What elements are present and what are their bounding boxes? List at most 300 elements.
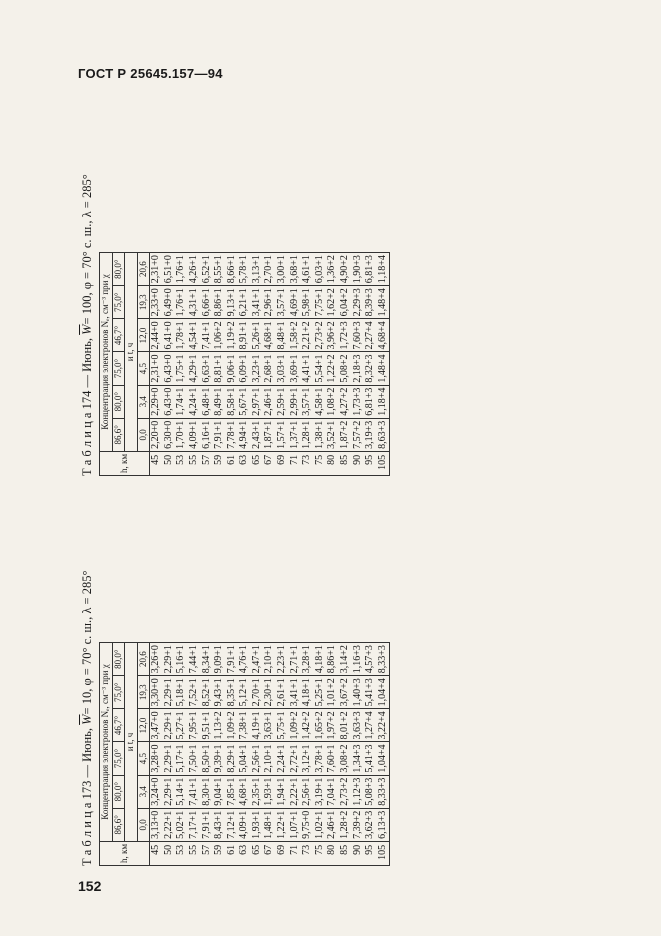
value-cell: 9,51+1 — [201, 709, 214, 742]
value-cell: 9,75+0 — [301, 808, 314, 841]
value-cell: 1,22+2 — [326, 352, 339, 385]
value-cell: 5,12+1 — [238, 676, 251, 709]
value-cell: 3,67+2 — [339, 676, 352, 709]
value-cell: 1,93+1 — [251, 808, 264, 841]
value-cell: 9,13+1 — [226, 286, 239, 319]
table-row — [301, 253, 314, 476]
value-cell: 5,08+3 — [364, 775, 377, 808]
value-cell: 2,43+1 — [251, 418, 264, 451]
value-cell: 1,19+2 — [226, 319, 239, 352]
value-cell: 5,18+1 — [175, 676, 188, 709]
value-cell: 3,23+1 — [251, 352, 264, 385]
table-row — [175, 643, 188, 866]
table-173 — [99, 642, 390, 866]
height-cell: 59 — [213, 841, 226, 865]
value-cell: 1,74+1 — [175, 385, 188, 418]
value-cell: 1,09+2 — [289, 709, 302, 742]
chi-header: 75,0° — [112, 742, 125, 775]
height-cell: 80 — [326, 451, 339, 475]
value-cell: 1,38+1 — [314, 418, 327, 451]
value-cell: 7,17+1 — [188, 808, 201, 841]
value-cell: 2,27+4 — [364, 319, 377, 352]
value-cell: 1,70+1 — [175, 418, 188, 451]
value-cell: 3,28+1 — [301, 643, 314, 676]
value-cell: 4,26+1 — [188, 253, 201, 286]
value-cell: 1,09+2 — [226, 709, 239, 742]
value-cell: 8,29+1 — [226, 742, 239, 775]
value-cell: 2,46+1 — [326, 808, 339, 841]
value-cell: 2,30+1 — [263, 676, 276, 709]
value-cell: 1,27+4 — [364, 709, 377, 742]
value-cell: 2,10+1 — [263, 742, 276, 775]
table-row — [251, 253, 264, 476]
value-cell: 6,03+1 — [314, 253, 327, 286]
value-cell: 6,48+1 — [201, 385, 214, 418]
group-header: Концентрация электронов Nₑ, см⁻³ при χ — [100, 253, 113, 452]
value-cell: 1,18+4 — [377, 253, 390, 286]
caption-suffix: = 10, φ = 70° с. ш., λ = 285° — [80, 570, 94, 715]
table-row — [377, 253, 390, 476]
table-row — [276, 253, 289, 476]
value-cell: 5,41+3 — [364, 742, 377, 775]
table-174 — [99, 252, 390, 476]
height-cell: 75 — [314, 451, 327, 475]
value-cell: 3,24+0 — [150, 775, 163, 808]
value-cell: 3,00+1 — [276, 253, 289, 286]
value-cell: 3,19+3 — [364, 418, 377, 451]
value-cell: 7,57+2 — [352, 418, 365, 451]
value-cell: 8,35+1 — [226, 676, 239, 709]
value-cell: 1,48+4 — [377, 352, 390, 385]
height-cell: 45 — [150, 841, 163, 865]
table-row — [352, 643, 365, 866]
value-cell: 7,91+1 — [201, 808, 214, 841]
value-cell: 6,51+0 — [163, 253, 176, 286]
value-cell: 1,42+2 — [301, 709, 314, 742]
value-cell: 1,13+2 — [213, 709, 226, 742]
value-cell: 8,39+3 — [364, 286, 377, 319]
table-row — [339, 253, 352, 476]
height-cell: 65 — [251, 451, 264, 475]
table-row — [188, 643, 201, 866]
value-cell: 4,76+1 — [238, 643, 251, 676]
table-row — [163, 253, 176, 476]
value-cell: 2,56+1 — [301, 775, 314, 808]
table-row — [163, 643, 176, 866]
height-cell: 50 — [163, 451, 176, 475]
value-cell: 9,39+1 — [213, 742, 226, 775]
value-cell: 2,31+0 — [150, 352, 163, 385]
height-cell: 59 — [213, 451, 226, 475]
value-cell: 5,98+1 — [301, 286, 314, 319]
chi-header: 86,6° — [112, 808, 125, 841]
value-cell: 2,61+1 — [276, 676, 289, 709]
chi-header: 46,7° — [112, 709, 125, 742]
table-row — [213, 253, 226, 476]
height-cell: 57 — [201, 841, 214, 865]
value-cell: 3,41+1 — [251, 286, 264, 319]
value-cell: 1,07+1 — [289, 808, 302, 841]
value-cell: 1,28+2 — [339, 808, 352, 841]
height-cell: 95 — [364, 451, 377, 475]
value-cell: 4,94+1 — [238, 418, 251, 451]
height-cell: 67 — [263, 451, 276, 475]
chi-header: 80,0° — [112, 643, 125, 676]
value-cell: 8,30+1 — [201, 775, 214, 808]
table-row — [251, 643, 264, 866]
value-cell: 7,52+1 — [188, 676, 201, 709]
value-cell: 3,13+0 — [150, 808, 163, 841]
t-value-header: 19,3 — [137, 286, 150, 319]
height-cell: 55 — [188, 451, 201, 475]
table-row — [314, 253, 327, 476]
table-row — [150, 253, 163, 476]
height-cell: 80 — [326, 841, 339, 865]
value-cell: 1,40+3 — [352, 676, 365, 709]
t-value-header: 20,6 — [137, 643, 150, 676]
chi-header: 75,0° — [112, 676, 125, 709]
value-cell: 5,27+1 — [175, 709, 188, 742]
value-cell: 7,91+1 — [226, 643, 239, 676]
value-cell: 3,63+3 — [352, 709, 365, 742]
value-cell: 3,52+1 — [326, 418, 339, 451]
height-cell: 90 — [352, 451, 365, 475]
value-cell: 8,52+1 — [201, 676, 214, 709]
value-cell: 2,21+2 — [301, 319, 314, 352]
height-cell: 61 — [226, 841, 239, 865]
value-cell: 7,12+1 — [226, 808, 239, 841]
t-value-header: 12,0 — [137, 319, 150, 352]
value-cell: 5,67+1 — [238, 385, 251, 418]
table-row — [201, 643, 214, 866]
table-row — [276, 643, 289, 866]
t-value-header: 12,0 — [137, 709, 150, 742]
value-cell: 4,09+1 — [238, 808, 251, 841]
table-row — [238, 253, 251, 476]
value-cell: 8,55+1 — [213, 253, 226, 286]
table-row — [226, 643, 239, 866]
height-cell: 63 — [238, 451, 251, 475]
height-cell: 61 — [226, 451, 239, 475]
height-cell: 90 — [352, 841, 365, 865]
value-cell: 3,96+2 — [326, 319, 339, 352]
value-cell: 7,44+1 — [188, 643, 201, 676]
value-cell: 1,34+3 — [352, 742, 365, 775]
caption-prefix: Т а б л и ц а 174 — Июнь, — [80, 334, 94, 476]
value-cell: 9,06+1 — [226, 352, 239, 385]
value-cell: 8,50+1 — [201, 742, 214, 775]
value-cell: 2,71+1 — [289, 643, 302, 676]
value-cell: 8,63+3 — [377, 418, 390, 451]
value-cell: 6,13+3 — [377, 808, 390, 841]
table-row — [339, 643, 352, 866]
value-cell: 1,01+2 — [326, 676, 339, 709]
value-cell: 1,72+3 — [339, 319, 352, 352]
value-cell: 1,18+4 — [377, 385, 390, 418]
value-cell: 8,66+1 — [226, 253, 239, 286]
height-cell: 85 — [339, 451, 352, 475]
value-cell: 1,73+3 — [352, 385, 365, 418]
value-cell: 3,57+1 — [301, 385, 314, 418]
value-cell: 3,62+3 — [364, 808, 377, 841]
value-cell: 3,22+4 — [377, 709, 390, 742]
table-row — [226, 253, 239, 476]
height-cell: 50 — [163, 841, 176, 865]
value-cell: 5,26+1 — [251, 319, 264, 352]
value-cell: 1,76+1 — [175, 286, 188, 319]
value-cell: 3,41+1 — [289, 676, 302, 709]
value-cell: 1,22+1 — [276, 808, 289, 841]
value-cell: 2,23+1 — [276, 643, 289, 676]
value-cell: 7,39+2 — [352, 808, 365, 841]
value-cell: 1,97+2 — [326, 709, 339, 742]
value-cell: 4,69+1 — [289, 286, 302, 319]
table-row — [326, 643, 339, 866]
value-cell: 7,78+1 — [226, 418, 239, 451]
caption-suffix: = 100, φ = 70° с. ш., λ = 285° — [80, 174, 94, 325]
value-cell: 5,41+3 — [364, 676, 377, 709]
value-cell: 4,68+4 — [377, 319, 390, 352]
value-cell: 1,94+1 — [276, 775, 289, 808]
value-cell: 4,68+1 — [238, 775, 251, 808]
value-cell: 1,58+2 — [289, 319, 302, 352]
height-cell: 63 — [238, 841, 251, 865]
value-cell: 3,12+1 — [301, 742, 314, 775]
value-cell: 2,29+1 — [163, 643, 176, 676]
height-cell: 105 — [377, 451, 390, 475]
value-cell: 1,65+2 — [314, 709, 327, 742]
height-cell: 45 — [150, 451, 163, 475]
value-cell: 4,29+1 — [188, 352, 201, 385]
table-row — [352, 253, 365, 476]
value-cell: 1,87+2 — [339, 418, 352, 451]
value-cell: 8,34+1 — [201, 643, 214, 676]
value-cell: 2,29+3 — [352, 286, 365, 319]
t-value-header: 19,3 — [137, 676, 150, 709]
value-cell: 2,18+3 — [352, 352, 365, 385]
table-row — [263, 643, 276, 866]
value-cell: 3,13+1 — [251, 253, 264, 286]
height-cell: 73 — [301, 841, 314, 865]
table-row — [213, 643, 226, 866]
column-header-h: h, км — [100, 451, 150, 475]
value-cell: 2,97+1 — [251, 385, 264, 418]
value-cell: 2,44+0 — [150, 319, 163, 352]
value-cell: 6,66+1 — [201, 286, 214, 319]
value-cell: 6,81+3 — [364, 253, 377, 286]
value-cell: 2,73+2 — [314, 319, 327, 352]
value-cell: 8,58+1 — [226, 385, 239, 418]
value-cell: 4,09+1 — [188, 418, 201, 451]
value-cell: 2,70+1 — [251, 676, 264, 709]
table-row — [150, 643, 163, 866]
value-cell: 1,06+2 — [213, 319, 226, 352]
table-174-rotated — [80, 96, 540, 476]
value-cell: 2,46+1 — [263, 385, 276, 418]
value-cell: 7,41+1 — [188, 775, 201, 808]
value-cell: 5,08+2 — [339, 352, 352, 385]
value-cell: 8,81+1 — [213, 352, 226, 385]
value-cell: 1,28+1 — [301, 418, 314, 451]
value-cell: 8,32+3 — [364, 352, 377, 385]
table-row — [289, 253, 302, 476]
table-row — [263, 253, 276, 476]
value-cell: 3,78+1 — [314, 742, 327, 775]
value-cell: 4,58+1 — [314, 385, 327, 418]
value-cell: 7,60+1 — [326, 742, 339, 775]
value-cell: 2,59+1 — [276, 385, 289, 418]
value-cell: 3,19+1 — [314, 775, 327, 808]
value-cell: 4,19+1 — [251, 709, 264, 742]
value-cell: 8,01+2 — [339, 709, 352, 742]
value-cell: 6,49+0 — [163, 286, 176, 319]
table-row — [314, 643, 327, 866]
value-cell: 4,61+1 — [301, 253, 314, 286]
value-cell: 8,33+3 — [377, 775, 390, 808]
value-cell: 3,26+0 — [150, 643, 163, 676]
t-header: и t, ч — [125, 643, 138, 842]
table-row — [238, 643, 251, 866]
height-cell: 75 — [314, 841, 327, 865]
value-cell: 5,14+1 — [175, 775, 188, 808]
value-cell: 6,16+1 — [201, 418, 214, 451]
height-cell: 73 — [301, 451, 314, 475]
caption-prefix: Т а б л и ц а 173 — Июнь, — [80, 724, 94, 866]
table-173-rotated — [80, 486, 540, 866]
value-cell: 2,56+1 — [251, 742, 264, 775]
value-cell: 6,81+3 — [364, 385, 377, 418]
value-cell: 1,04+4 — [377, 742, 390, 775]
value-cell: 2,24+1 — [276, 742, 289, 775]
value-cell: 7,85+1 — [226, 775, 239, 808]
value-cell: 3,30+0 — [150, 676, 163, 709]
value-cell: 1,75+1 — [175, 352, 188, 385]
value-cell: 4,57+3 — [364, 643, 377, 676]
value-cell: 1,36+2 — [326, 253, 339, 286]
value-cell: 2,68+1 — [263, 352, 276, 385]
value-cell: 1,37+1 — [289, 418, 302, 451]
value-cell: 5,75+1 — [276, 709, 289, 742]
value-cell: 2,96+1 — [263, 286, 276, 319]
chi-header: 46,7° — [112, 319, 125, 352]
value-cell: 1,62+2 — [326, 286, 339, 319]
table-173-caption — [80, 486, 95, 866]
value-cell: 7,91+1 — [213, 418, 226, 451]
t-value-header: 0,0 — [137, 418, 150, 451]
value-cell: 7,50+1 — [188, 742, 201, 775]
value-cell: 3,28+0 — [150, 742, 163, 775]
value-cell: 2,22+1 — [289, 775, 302, 808]
value-cell: 5,78+1 — [238, 253, 251, 286]
height-cell: 71 — [289, 451, 302, 475]
t-value-header: 4,5 — [137, 742, 150, 775]
value-cell: 3,63+1 — [263, 709, 276, 742]
value-cell: 3,14+2 — [339, 643, 352, 676]
value-cell: 3,03+1 — [276, 352, 289, 385]
value-cell: 2,29+1 — [163, 742, 176, 775]
value-cell: 2,29+1 — [163, 775, 176, 808]
value-cell: 8,91+1 — [238, 319, 251, 352]
value-cell: 7,41+1 — [201, 319, 214, 352]
value-cell: 1,57+1 — [276, 418, 289, 451]
value-cell: 5,25+1 — [314, 676, 327, 709]
chi-header: 75,0° — [112, 352, 125, 385]
height-cell: 67 — [263, 841, 276, 865]
table-row — [301, 643, 314, 866]
value-cell: 6,43+0 — [163, 385, 176, 418]
value-cell: 2,47+1 — [251, 643, 264, 676]
value-cell: 1,76+1 — [175, 253, 188, 286]
chi-header: 80,0° — [112, 385, 125, 418]
value-cell: 5,02+1 — [175, 808, 188, 841]
value-cell: 1,12+3 — [352, 775, 365, 808]
table-row — [188, 253, 201, 476]
value-cell: 7,60+3 — [352, 319, 365, 352]
value-cell: 6,21+1 — [238, 286, 251, 319]
value-cell: 7,38+1 — [238, 709, 251, 742]
height-cell: 55 — [188, 841, 201, 865]
value-cell: 2,70+1 — [263, 253, 276, 286]
t-value-header: 3,4 — [137, 385, 150, 418]
value-cell: 6,41+0 — [163, 319, 176, 352]
value-cell: 1,04+4 — [377, 676, 390, 709]
value-cell: 3,47+0 — [150, 709, 163, 742]
value-cell: 6,04+2 — [339, 286, 352, 319]
table-row — [364, 643, 377, 866]
value-cell: 4,24+1 — [188, 385, 201, 418]
chi-header: 75,0° — [112, 286, 125, 319]
value-cell: 4,68+1 — [263, 319, 276, 352]
value-cell: 8,33+3 — [377, 643, 390, 676]
table-row — [364, 253, 377, 476]
value-cell: 2,20+0 — [150, 418, 163, 451]
height-cell: 69 — [276, 841, 289, 865]
value-cell: 5,04+1 — [238, 742, 251, 775]
value-cell: 1,16+3 — [352, 643, 365, 676]
value-cell: 4,31+1 — [188, 286, 201, 319]
value-cell: 8,48+1 — [276, 319, 289, 352]
value-cell: 2,99+1 — [289, 385, 302, 418]
t-value-header: 0,0 — [137, 808, 150, 841]
table-row — [201, 253, 214, 476]
value-cell: 1,02+1 — [314, 808, 327, 841]
value-cell: 8,49+1 — [213, 385, 226, 418]
value-cell: 2,35+1 — [251, 775, 264, 808]
value-cell: 3,08+2 — [339, 742, 352, 775]
value-cell: 2,73+2 — [339, 775, 352, 808]
value-cell: 4,18+1 — [314, 643, 327, 676]
value-cell: 1,90+3 — [352, 253, 365, 286]
height-cell: 53 — [175, 841, 188, 865]
value-cell: 5,16+1 — [175, 643, 188, 676]
value-cell: 1,87+1 — [263, 418, 276, 451]
chi-header: 80,0° — [112, 253, 125, 286]
caption-w: $\overline{W}$ — [80, 714, 94, 725]
value-cell: 8,86+1 — [326, 643, 339, 676]
chi-header: 86,6° — [112, 418, 125, 451]
t-header: и t, ч — [125, 253, 138, 452]
value-cell: 2,29+1 — [163, 709, 176, 742]
table-174-caption — [80, 96, 95, 476]
table-row — [377, 643, 390, 866]
value-cell: 6,52+1 — [201, 253, 214, 286]
page-number: 152 — [78, 878, 102, 894]
height-cell: 65 — [251, 841, 264, 865]
value-cell: 9,04+1 — [213, 775, 226, 808]
value-cell: 7,04+1 — [326, 775, 339, 808]
value-cell: 3,69+1 — [289, 352, 302, 385]
document-header: ГОСТ Р 25645.157—94 — [78, 66, 223, 81]
